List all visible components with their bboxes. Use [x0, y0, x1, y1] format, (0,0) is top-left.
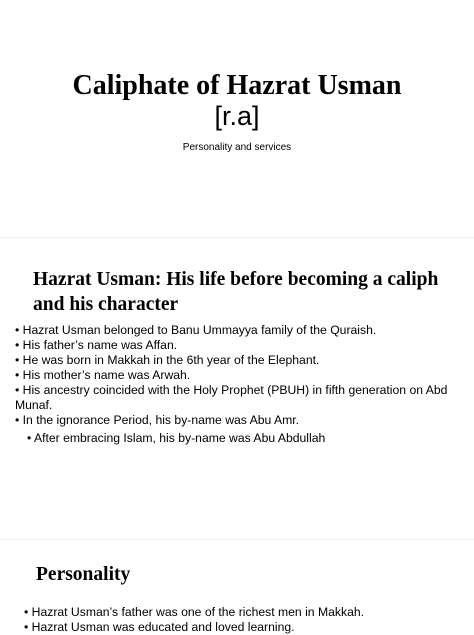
list-item: • Hazrat Usman’s father was one of the richest men in Makkah. [24, 605, 365, 619]
presentation-title: Caliphate of Hazrat Usman [72, 70, 402, 101]
bullet-list [24, 605, 464, 635]
slide-title [0, 0, 474, 236]
list-item: • His father’s name was Affan. [15, 338, 178, 352]
list-item: • He was born in Makkah in the 6th year of the Elephant. [15, 353, 320, 367]
list-item: • His mother’s name was Arwah. [15, 368, 191, 382]
slide-personality [0, 540, 474, 632]
bullet-list [15, 323, 471, 446]
list-item: • Hazrat Usman belonged to Banu Ummayya family of the Quraish. [15, 323, 377, 337]
list-item: • In the ignorance Period, his by-name was Abu Amr. [15, 413, 300, 427]
list-item: • Hazrat Usman was educated and loved learning. [24, 620, 295, 634]
title-honorific: [r.a] [214, 101, 260, 131]
slide-heading: Personality [36, 564, 131, 585]
presentation-subtitle: Personality and services [182, 142, 292, 153]
list-item: • After embracing Islam, his by-name was Abu Abdullah [27, 431, 326, 445]
list-item: • His ancestry coincided with the Holy Prophet (PBUH) in fifth generation on Abd Munaf. [15, 383, 448, 412]
slide-heading: Hazrat Usman: His life before becoming a caliph and his character [33, 269, 439, 315]
slide-early-life [0, 238, 474, 538]
